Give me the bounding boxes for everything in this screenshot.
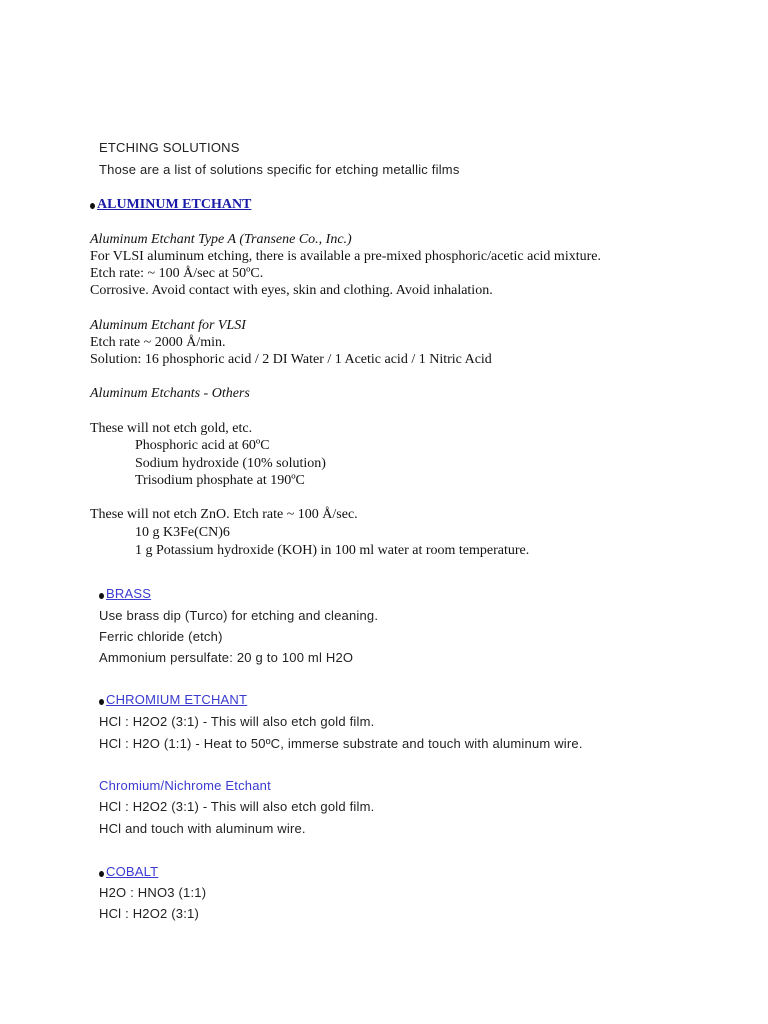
text-line: Etch rate: ~ 100 Å/sec at 50ºC. bbox=[90, 266, 264, 281]
page-subtitle: Those are a list of solutions specific for etching metallic films bbox=[99, 162, 460, 177]
text-line: Solution: 16 phosphoric acid / 2 DI Water / 1 Acetic acid / 1 Nitric Acid bbox=[90, 352, 492, 367]
subheading: Aluminum Etchant Type A (Transene Co., Inc.) bbox=[90, 232, 352, 247]
list-item: 1 g Potassium hydroxide (KOH) in 100 ml water at room temperature. bbox=[135, 543, 530, 558]
text-line: These will not etch gold, etc. bbox=[90, 421, 253, 436]
brass-section-heading bbox=[99, 585, 151, 603]
chromium-section-heading bbox=[99, 691, 247, 709]
list-item: Phosphoric acid at 60ºC bbox=[135, 438, 270, 453]
text-line: Corrosive. Avoid contact with eyes, skin and clothing. Avoid inhalation. bbox=[90, 283, 493, 298]
list-item: Sodium hydroxide (10% solution) bbox=[135, 456, 326, 471]
text-line: Ammonium persulfate: 20 g to 100 ml H2O bbox=[99, 650, 354, 665]
subheading: Aluminum Etchants - Others bbox=[90, 386, 250, 401]
text-line: These will not etch ZnO. Etch rate ~ 100 Å/sec. bbox=[90, 507, 358, 522]
list-item: Trisodium phosphate at 190ºC bbox=[135, 473, 305, 488]
subheading: Aluminum Etchant for VLSI bbox=[90, 318, 246, 333]
text-line: Etch rate ~ 2000 Å/min. bbox=[90, 335, 226, 350]
text-line: Ferric chloride (etch) bbox=[99, 629, 223, 644]
text-line: HCl : H2O2 (3:1) - This will also etch gold film. bbox=[99, 714, 375, 729]
text-line: HCl : H2O2 (3:1) - This will also etch gold film. bbox=[99, 799, 375, 814]
text-line: Use brass dip (Turco) for etching and cleaning. bbox=[99, 608, 379, 623]
brass-link[interactable]: BRASS bbox=[106, 586, 152, 601]
bullet-icon bbox=[99, 699, 104, 705]
text-line: HCl : H2O2 (3:1) bbox=[99, 906, 200, 921]
text-line: HCl : H2O (1:1) - Heat to 50ºC, immerse substrate and touch with aluminum wire. bbox=[99, 736, 583, 751]
subheading: Chromium/Nichrome Etchant bbox=[99, 778, 271, 793]
cobalt-section-heading bbox=[99, 863, 158, 881]
chromium-etchant-link[interactable]: CHROMIUM ETCHANT bbox=[106, 692, 248, 707]
text-line: H2O : HNO3 (1:1) bbox=[99, 885, 207, 900]
bullet-icon bbox=[99, 871, 104, 877]
bullet-icon bbox=[99, 593, 104, 599]
bullet-icon bbox=[90, 203, 95, 209]
text-line: For VLSI aluminum etching, there is available a pre-mixed phosphoric/acetic acid mixture. bbox=[90, 249, 601, 264]
cobalt-link[interactable]: COBALT bbox=[106, 864, 159, 879]
page-title: ETCHING SOLUTIONS bbox=[99, 140, 240, 155]
aluminum-section-heading bbox=[90, 196, 251, 214]
list-item: 10 g K3Fe(CN)6 bbox=[135, 525, 230, 540]
aluminum-etchant-link[interactable]: ALUMINUM ETCHANT bbox=[97, 197, 252, 212]
text-line: HCl and touch with aluminum wire. bbox=[99, 821, 306, 836]
